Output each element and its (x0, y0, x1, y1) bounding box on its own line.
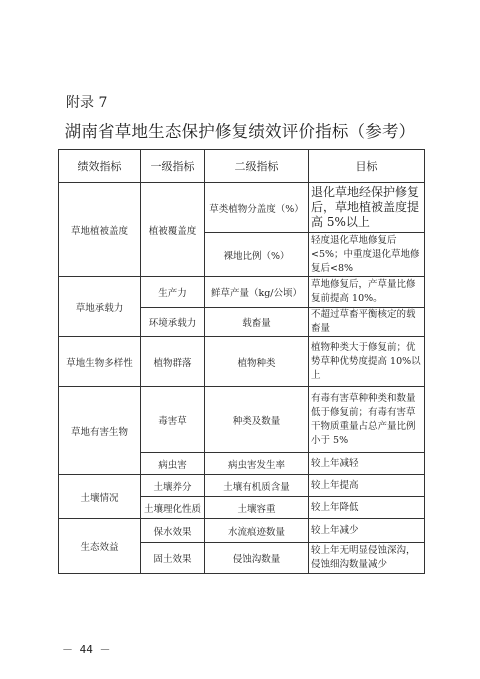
cell-level1: 保水效果 (141, 519, 205, 543)
cell-level1: 生产力 (141, 277, 205, 308)
cell-performance: 草地生物多样性 (59, 337, 141, 387)
cell-target: 草地修复后，产草量比修复前提高 10%。 (309, 277, 425, 308)
table-row (59, 519, 425, 543)
cell-level2: 载畜量 (205, 308, 309, 337)
cell-target: 较上年减少 (309, 519, 425, 543)
cell-level1: 植被覆盖度 (141, 183, 205, 277)
cell-level1: 土壤养分 (141, 475, 205, 497)
cell-target: 有毒有害草种种类和数量低于修复前；有毒有害草干物质重量占总产量比例小于 5% (309, 387, 425, 453)
document-title: 湖南省草地生态保护修复绩效评价指标（参考） (64, 122, 416, 141)
cell-performance: 土壤情况 (59, 475, 141, 519)
cell-level1: 病虫害 (141, 453, 205, 475)
appendix-label: 附录 7 (66, 95, 108, 111)
cell-target: 较上年无明显侵蚀深沟，侵蚀细沟数量减少 (309, 543, 425, 574)
evaluation-table (58, 149, 425, 574)
cell-level1: 环境承载力 (141, 308, 205, 337)
table-header-row (59, 150, 425, 183)
cell-level1: 固土效果 (141, 543, 205, 574)
cell-level1: 土壤理化性质 (141, 497, 205, 519)
cell-level2: 土壤容重 (205, 497, 309, 519)
table-row (59, 277, 425, 308)
cell-level1: 毒害草 (141, 387, 205, 453)
cell-target: 较上年提高 (309, 475, 425, 497)
cell-target: 较上年降低 (309, 497, 425, 519)
cell-target: 退化草地经保护修复后，草地植被盖度提高 5%以上 (309, 183, 425, 233)
cell-level2: 土壤有机质含量 (205, 475, 309, 497)
cell-target: 不超过草畜平衡核定的载畜量 (309, 308, 425, 337)
cell-level2: 病虫害发生率 (205, 453, 309, 475)
cell-target: 轻度退化草地修复后<5%；中重度退化草地修复后<8% (309, 233, 425, 277)
cell-target: 植物种类大于修复前；优势草种优势度提高 10%以上 (309, 337, 425, 387)
cell-level2: 水流痕迹数量 (205, 519, 309, 543)
cell-level2: 侵蚀沟数量 (205, 543, 309, 574)
cell-performance: 生态效益 (59, 519, 141, 574)
cell-level2: 草类植物分盖度（%） (205, 183, 309, 233)
header-performance-indicator: 绩效指标 (59, 150, 141, 183)
table-row (59, 387, 425, 453)
header-level1-indicator: 一级指标 (141, 150, 205, 183)
header-level2-indicator: 二级指标 (205, 150, 309, 183)
cell-level2: 植物种类 (205, 337, 309, 387)
page-number: － 44 － (62, 643, 111, 656)
table-row (59, 337, 425, 387)
cell-performance: 草地承载力 (59, 277, 141, 337)
cell-level2: 种类及数量 (205, 387, 309, 453)
cell-level1: 植物群落 (141, 337, 205, 387)
table-row (59, 183, 425, 233)
cell-performance: 草地有害生物 (59, 387, 141, 475)
table-row (59, 475, 425, 497)
cell-performance: 草地植被盖度 (59, 183, 141, 277)
cell-level2: 裸地比例（%） (205, 233, 309, 277)
cell-level2: 鲜草产量（kg/公顷） (205, 277, 309, 308)
cell-target: 较上年减轻 (309, 453, 425, 475)
header-target: 目标 (309, 150, 425, 183)
